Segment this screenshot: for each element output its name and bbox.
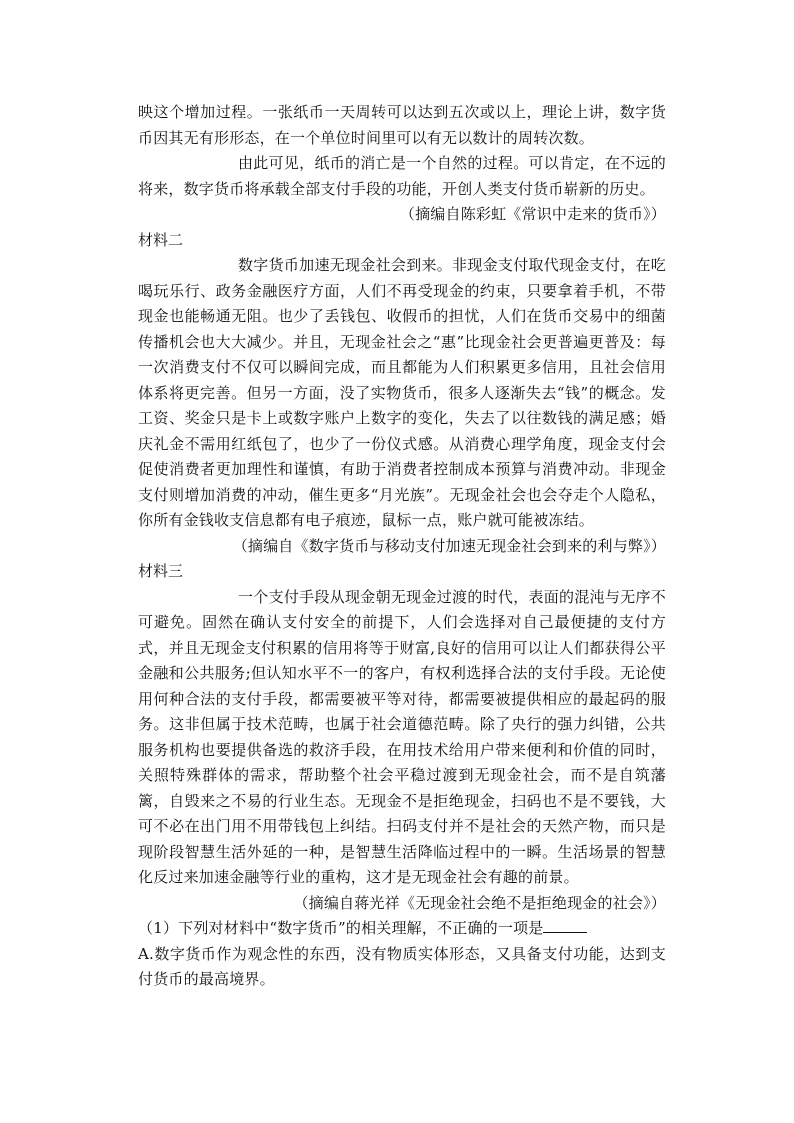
material-label-3: 材料三 (138, 562, 184, 580)
answer-blank (543, 916, 587, 933)
paragraph-3: 数字货币加速无现金社会到来。非现金支付取代现金支付，在吃喝玩乐行、政务金融医疗方面，人们不再受现金的约束，只要拿着手机，不带现金也能畅通无阻。也少了丢钱包、收假币的担忧，人们在货币交易中的细菌传播机会也大大减少。并且，无现金社会之“惠”比现金社会更普遍更普及：每一次消费支付不仅可以瞬间完成，而且都能为人们积累更多信用，且社会信用体系将更完善。但另一方面，没了实物货币，很多人逐渐失去“钱”的概念。发工资、奖金只是卡上或数字账户上数字的变化，失去了以往数钱的满足感；婚庆礼金不需用红纸包了，也少了一份仪式感。从消费心理学角度，现金支付会促使消费者更加理性和谨慎，有助于消费者控制成本预算与消费冲动。非现金支付则增加消费的冲动，催生更多“月光族”。无现金社会也会夺走个人隐私，你所有金钱收支信息都有电子痕迹，鼠标一点，账户就可能被冻结。 (138, 256, 666, 529)
question-1-text: （1）下列对材料中“数字货币”的相关理解，不正确的一项是 (138, 919, 544, 937)
paragraph-2: 由此可见，纸币的消亡是一个自然的过程。可以肯定，在不远的将来，数字货币将承载全部支付手段的功能，开创人类支付货币崭新的历史。 (138, 154, 666, 198)
question-1 (138, 916, 666, 942)
paragraph-1: 映这个增加过程。一张纸币一天周转可以达到五次或以上，理论上讲，数字货币因其无有形形态，在一个单位时间里可以有无以数计的周转次数。 (138, 103, 666, 147)
option-a: A.数字货币作为观念性的东西，没有物质实体形态，又具备支付功能，达到支付货币的最高境界。 (138, 944, 666, 988)
document-content (138, 100, 666, 993)
paragraph-4: 一个支付手段从现金朝无现金过渡的时代，表面的混沌与无序不可避免。固然在确认支付安全的前提下，人们会选择对自己最便捷的支付方式，并且无现金支付积累的信用将等于财富,良好的信用可以让人们都获得公平金融和公共服务;但认知水平不一的客户，有权利选择合法的支付手段。无论使用何种合法的支付手段，都需要被平等对待，都需要被提供相应的最起码的服务。这非但属于技术范畴，也属于社会道德范畴。除了央行的强力纠错，公共服务机构也要提供备选的救济手段，在用技术给用户带来便利和价值的同时，关照特殊群体的需求，帮助整个社会平稳过渡到无现金社会，而不是自筑藩篱，自毁来之不易的行业生态。无现金不是拒绝现金，扫码也不是不要钱，大可不必在出门用不用带钱包上纠结。扫码支付并不是社会的天然产物，而只是现阶段智慧生活外延的一种，是智慧生活降临过程中的一瞬。生活场景的智慧化反过来加速金融等行业的重构，这才是无现金社会有趣的前景。 (138, 587, 666, 886)
material-label-2: 材料二 (138, 230, 184, 249)
source-citation-2: （摘编自《数字货币与移动支付加速无现金社会到来的利与弊》） (232, 536, 666, 555)
source-citation-1: （摘编自陈彩虹《常识中走来的货币》） (399, 205, 666, 223)
source-citation-3: （摘编自蒋光祥《无现金社会绝不是拒绝现金的社会》） (293, 893, 666, 912)
